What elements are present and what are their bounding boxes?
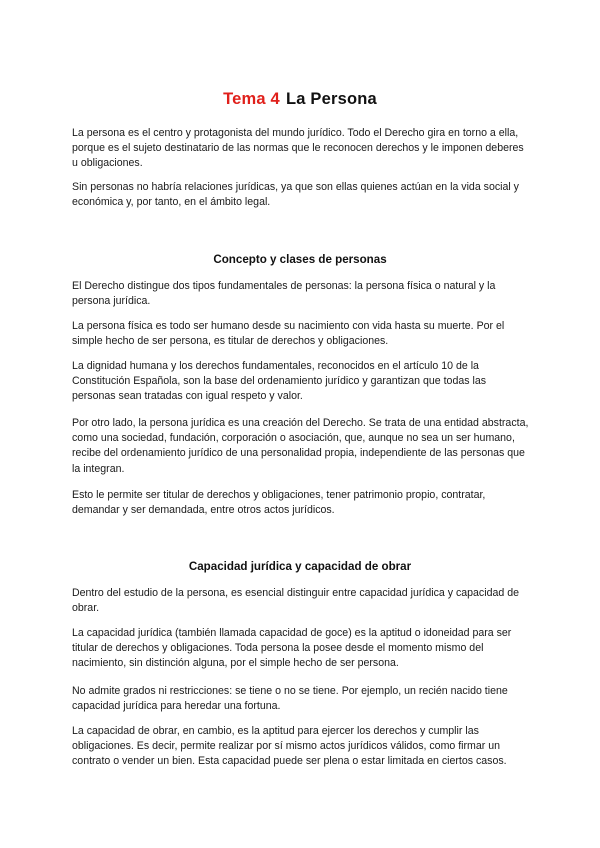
section2-paragraph: No admite grados ni restricciones: se tiene o no se tiene. Por ejemplo, un recién nacido tiene capacidad jurídica para heredar una fortuna.: [72, 685, 508, 713]
intro-paragraph: Sin personas no habría relaciones jurídicas, ya que son ellas quienes actúan en la vida social y económica y, por tanto, en el ámbito legal.: [72, 181, 519, 209]
title-topic-name: La Persona: [285, 90, 377, 108]
section1-paragraph: La persona física es todo ser humano desde su nacimiento con vida hasta su muerte. Por el simple hecho de ser persona, es titular de derechos y obligaciones.: [72, 320, 505, 348]
section1-paragraph: La dignidad humana y los derechos fundamentales, reconocidos en el artículo 10 de la Constitución Española, son la base del ordenamiento jurídico y garantizan que todas las personas sean tratadas con igual respeto y valor.: [72, 360, 487, 403]
section2-paragraph: La capacidad de obrar, en cambio, es la aptitud para ejercer los derechos y cumplir las obligaciones. Es decir, permite realizar por sí mismo actos jurídicos válidos, como firmar un contrato o vender un bien. Esta capacidad puede ser plena o estar limitada en ciertos casos.: [72, 725, 507, 768]
section-heading-concepto: Concepto y clases de personas: [213, 253, 387, 266]
section1-paragraph: El Derecho distingue dos tipos fundamentales de personas: la persona física o natural y la persona jurídica.: [72, 280, 496, 308]
section2-paragraph: La capacidad jurídica (también llamada capacidad de goce) es la aptitud o idoneidad para ser titular de derechos y obligaciones. Toda persona la posee desde el momento mismo del nacimiento, sin distinción alguna, por el simple hecho de ser persona.: [72, 627, 512, 670]
intro-paragraph: La persona es el centro y protagonista del mundo jurídico. Todo el Derecho gira en torno a ella, porque es el sujeto destinatario de las normas que le reconocen derechos y le imponen deberes u obligaciones.: [72, 127, 524, 170]
section-heading-capacidad: Capacidad jurídica y capacidad de obrar: [188, 560, 412, 573]
title-topic-number: Tema 4: [223, 90, 280, 108]
section1-paragraph: Esto le permite ser titular de derechos y obligaciones, tener patrimonio propio, contratar, demandar y ser demandada, entre otros actos jurídicos.: [72, 489, 486, 517]
page-title: [0, 90, 600, 109]
section2-paragraph: Dentro del estudio de la persona, es esencial distinguir entre capacidad jurídica y capacidad de obrar.: [72, 587, 519, 615]
section1-paragraph: Por otro lado, la persona jurídica es una creación del Derecho. Se trata de una entidad abstracta, como una sociedad, fundación, corporación o asociación, que, aunque no sea un ser humano, recibe del ordenamiento jurídico de una personalidad propia, independiente de las personas que la integran.: [72, 417, 529, 475]
